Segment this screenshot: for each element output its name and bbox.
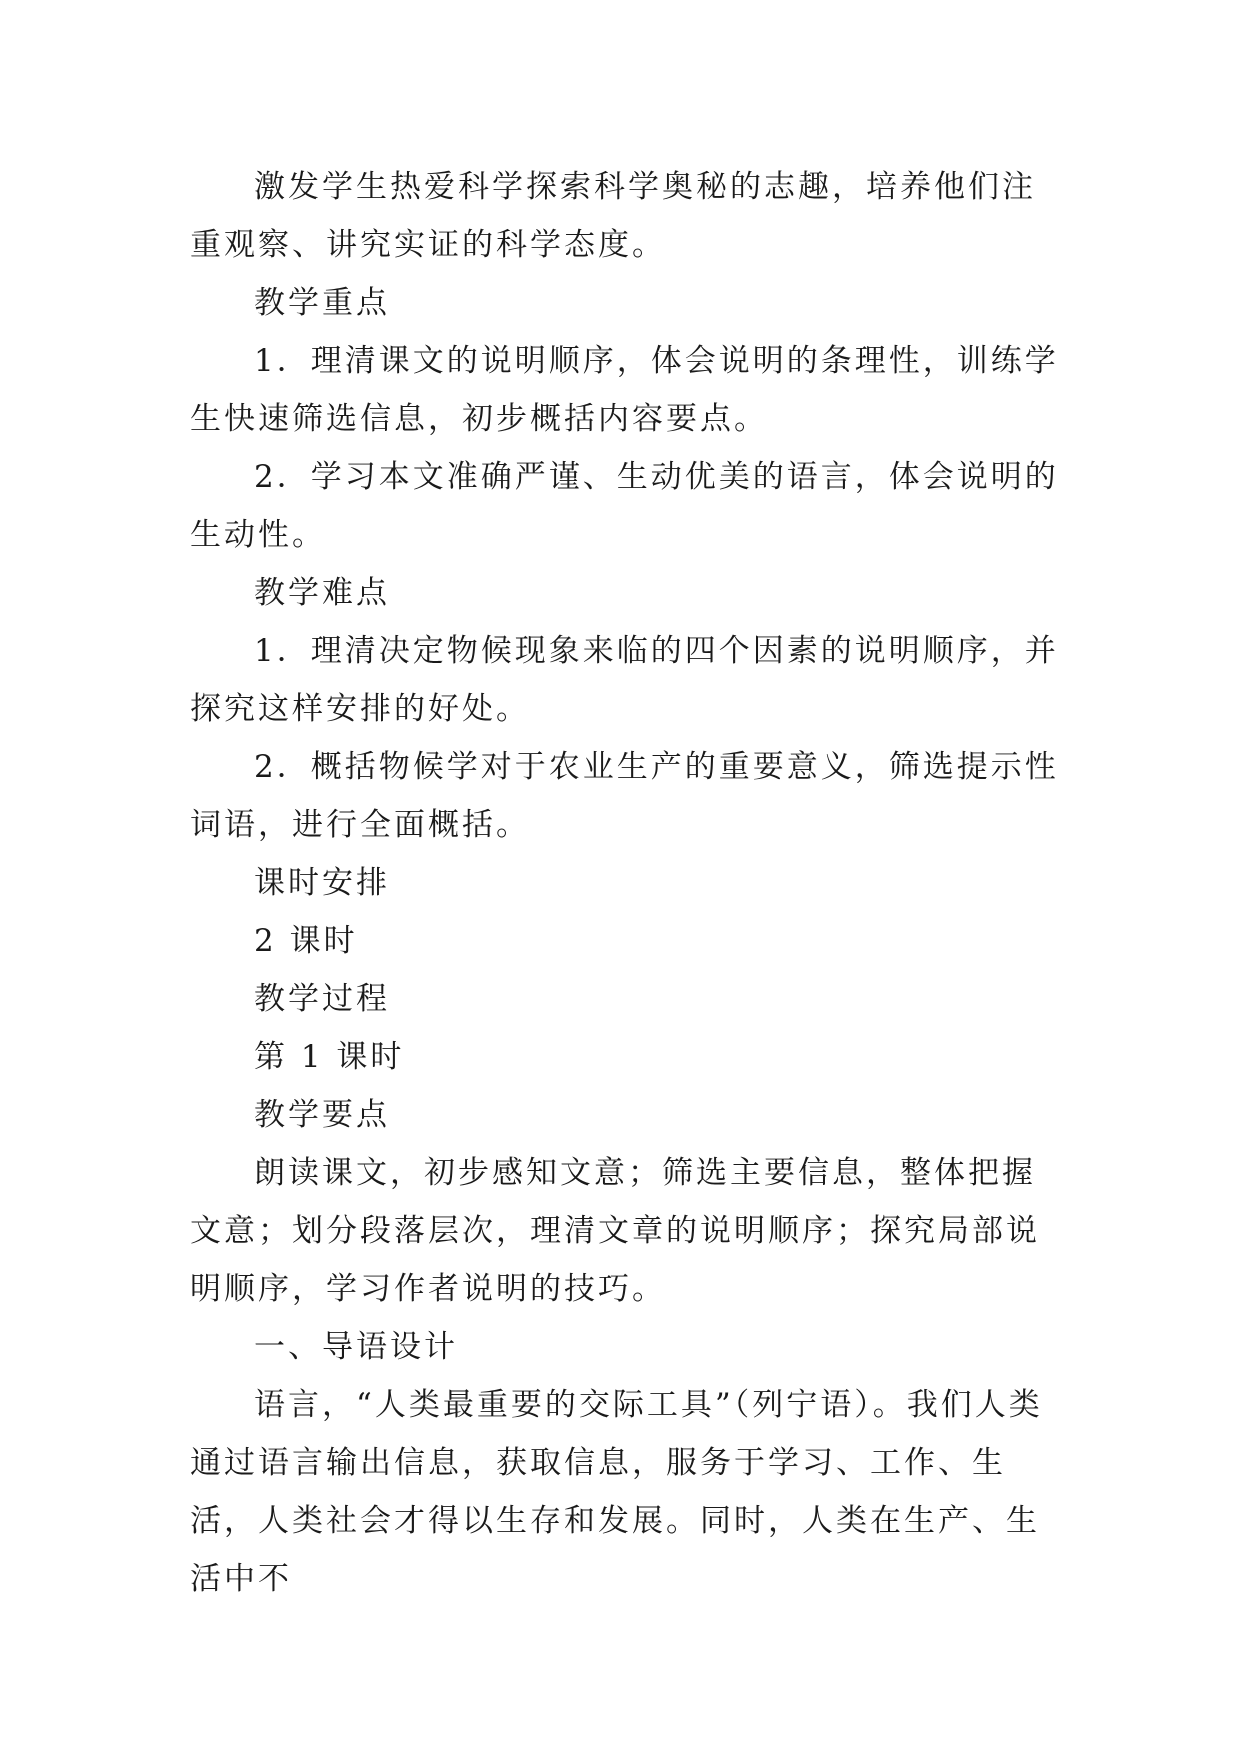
lesson-heading: 第 1 课时 bbox=[254, 1039, 405, 1075]
paragraph: 1．理清决定物候现象来临的四个因素的说明顺序，并探究这样安排的好处。 bbox=[190, 633, 1059, 727]
paragraph: 2．概括物候学对于农业生产的重要意义，筛选提示性词语，进行全面概括。 bbox=[190, 749, 1059, 843]
paragraph: 2 课时 bbox=[254, 923, 358, 959]
section-heading: 课时安排 bbox=[254, 865, 390, 901]
paragraph: 2．学习本文准确严谨、生动优美的语言，体会说明的生动性。 bbox=[190, 459, 1059, 553]
section-heading: 教学过程 bbox=[254, 981, 390, 1017]
paragraph: 1．理清课文的说明顺序，体会说明的条理性，训练学生快速筛选信息，初步概括内容要点。 bbox=[190, 343, 1059, 437]
paragraph: 朗读课文，初步感知文意；筛选主要信息，整体把握文意；划分段落层次，理清文章的说明顺序；探究局部说明顺序，学习作者说明的技巧。 bbox=[190, 1155, 1040, 1307]
paragraph: 激发学生热爱科学探索科学奥秘的志趣，培养他们注重观察、讲究实证的科学态度。 bbox=[190, 169, 1036, 263]
section-heading: 教学要点 bbox=[254, 1097, 390, 1133]
section-heading: 教学难点 bbox=[254, 575, 390, 611]
paragraph: 语言，“人类最重要的交际工具”（列宁语）。我们人类通过语言输出信息，获取信息，服务于学习、工作、生活，人类社会才得以生存和发展。同时，人类在生产、生活中不 bbox=[190, 1387, 1043, 1597]
document-body bbox=[190, 158, 1060, 1608]
section-heading: 一、导语设计 bbox=[254, 1329, 458, 1365]
section-heading: 教学重点 bbox=[254, 285, 390, 321]
